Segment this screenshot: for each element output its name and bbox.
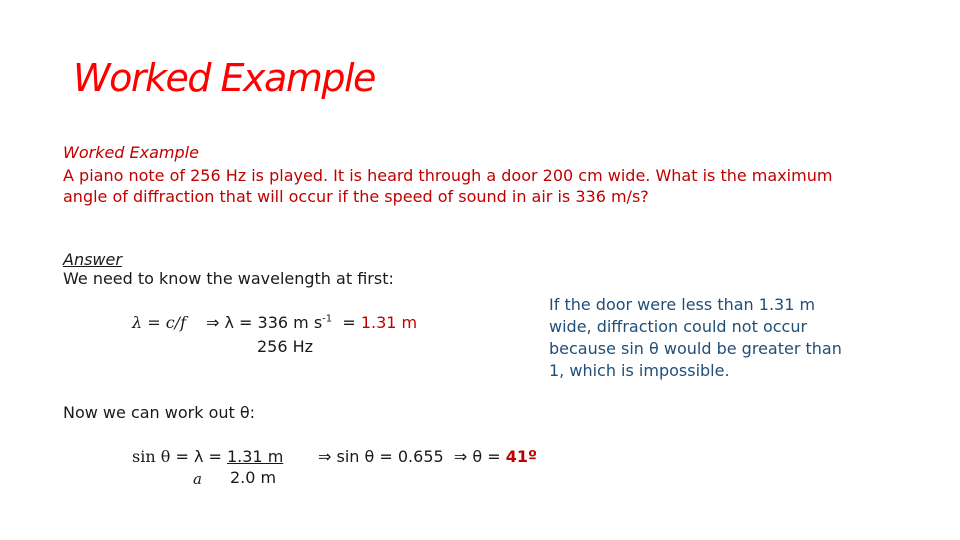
wavelength-numerator: ⇒ λ = 336 m s bbox=[206, 313, 323, 332]
angle-numerator: 1.31 m bbox=[226, 447, 284, 466]
angle-denominator-symbol: a bbox=[193, 470, 202, 488]
problem-statement bbox=[63, 165, 832, 207]
wavelength-calculation bbox=[206, 313, 417, 332]
problem-line-2: angle of diffraction that will occur if the speed of sound in air is 336 m/s? bbox=[63, 187, 649, 206]
sin-label: sin θ bbox=[132, 447, 171, 466]
answer-intro: We need to know the wavelength at first: bbox=[63, 269, 394, 288]
angle-equals-lambda: = λ = bbox=[170, 447, 227, 466]
answer-heading: Answer bbox=[63, 250, 122, 269]
wavelength-result: 1.31 m bbox=[360, 313, 418, 332]
now-text: Now we can work out θ: bbox=[63, 403, 256, 422]
wavelength-equals: = bbox=[332, 313, 361, 332]
wavelength-exponent: -1 bbox=[322, 313, 333, 325]
angle-implication: ⇒ sin θ = 0.655 ⇒ θ = bbox=[318, 447, 506, 466]
angle-formula bbox=[132, 447, 283, 466]
problem-subtitle: Worked Example bbox=[63, 143, 199, 162]
wavelength-denominator: 256 Hz bbox=[257, 337, 314, 356]
wavelength-formula: λ = c/f bbox=[132, 313, 186, 332]
angle-denominator: 2.0 m bbox=[230, 468, 277, 487]
side-note: If the door were less than 1.31 m wide, diffraction could not occur because sin θ would be greater than 1, which is impossible. bbox=[549, 295, 842, 380]
problem-line-1: A piano note of 256 Hz is played. It is heard through a door 200 cm wide. What is the maximum bbox=[63, 166, 833, 185]
angle-result: 41º bbox=[505, 447, 537, 466]
angle-result-line bbox=[318, 447, 537, 466]
slide-title: Worked Example bbox=[73, 56, 375, 100]
